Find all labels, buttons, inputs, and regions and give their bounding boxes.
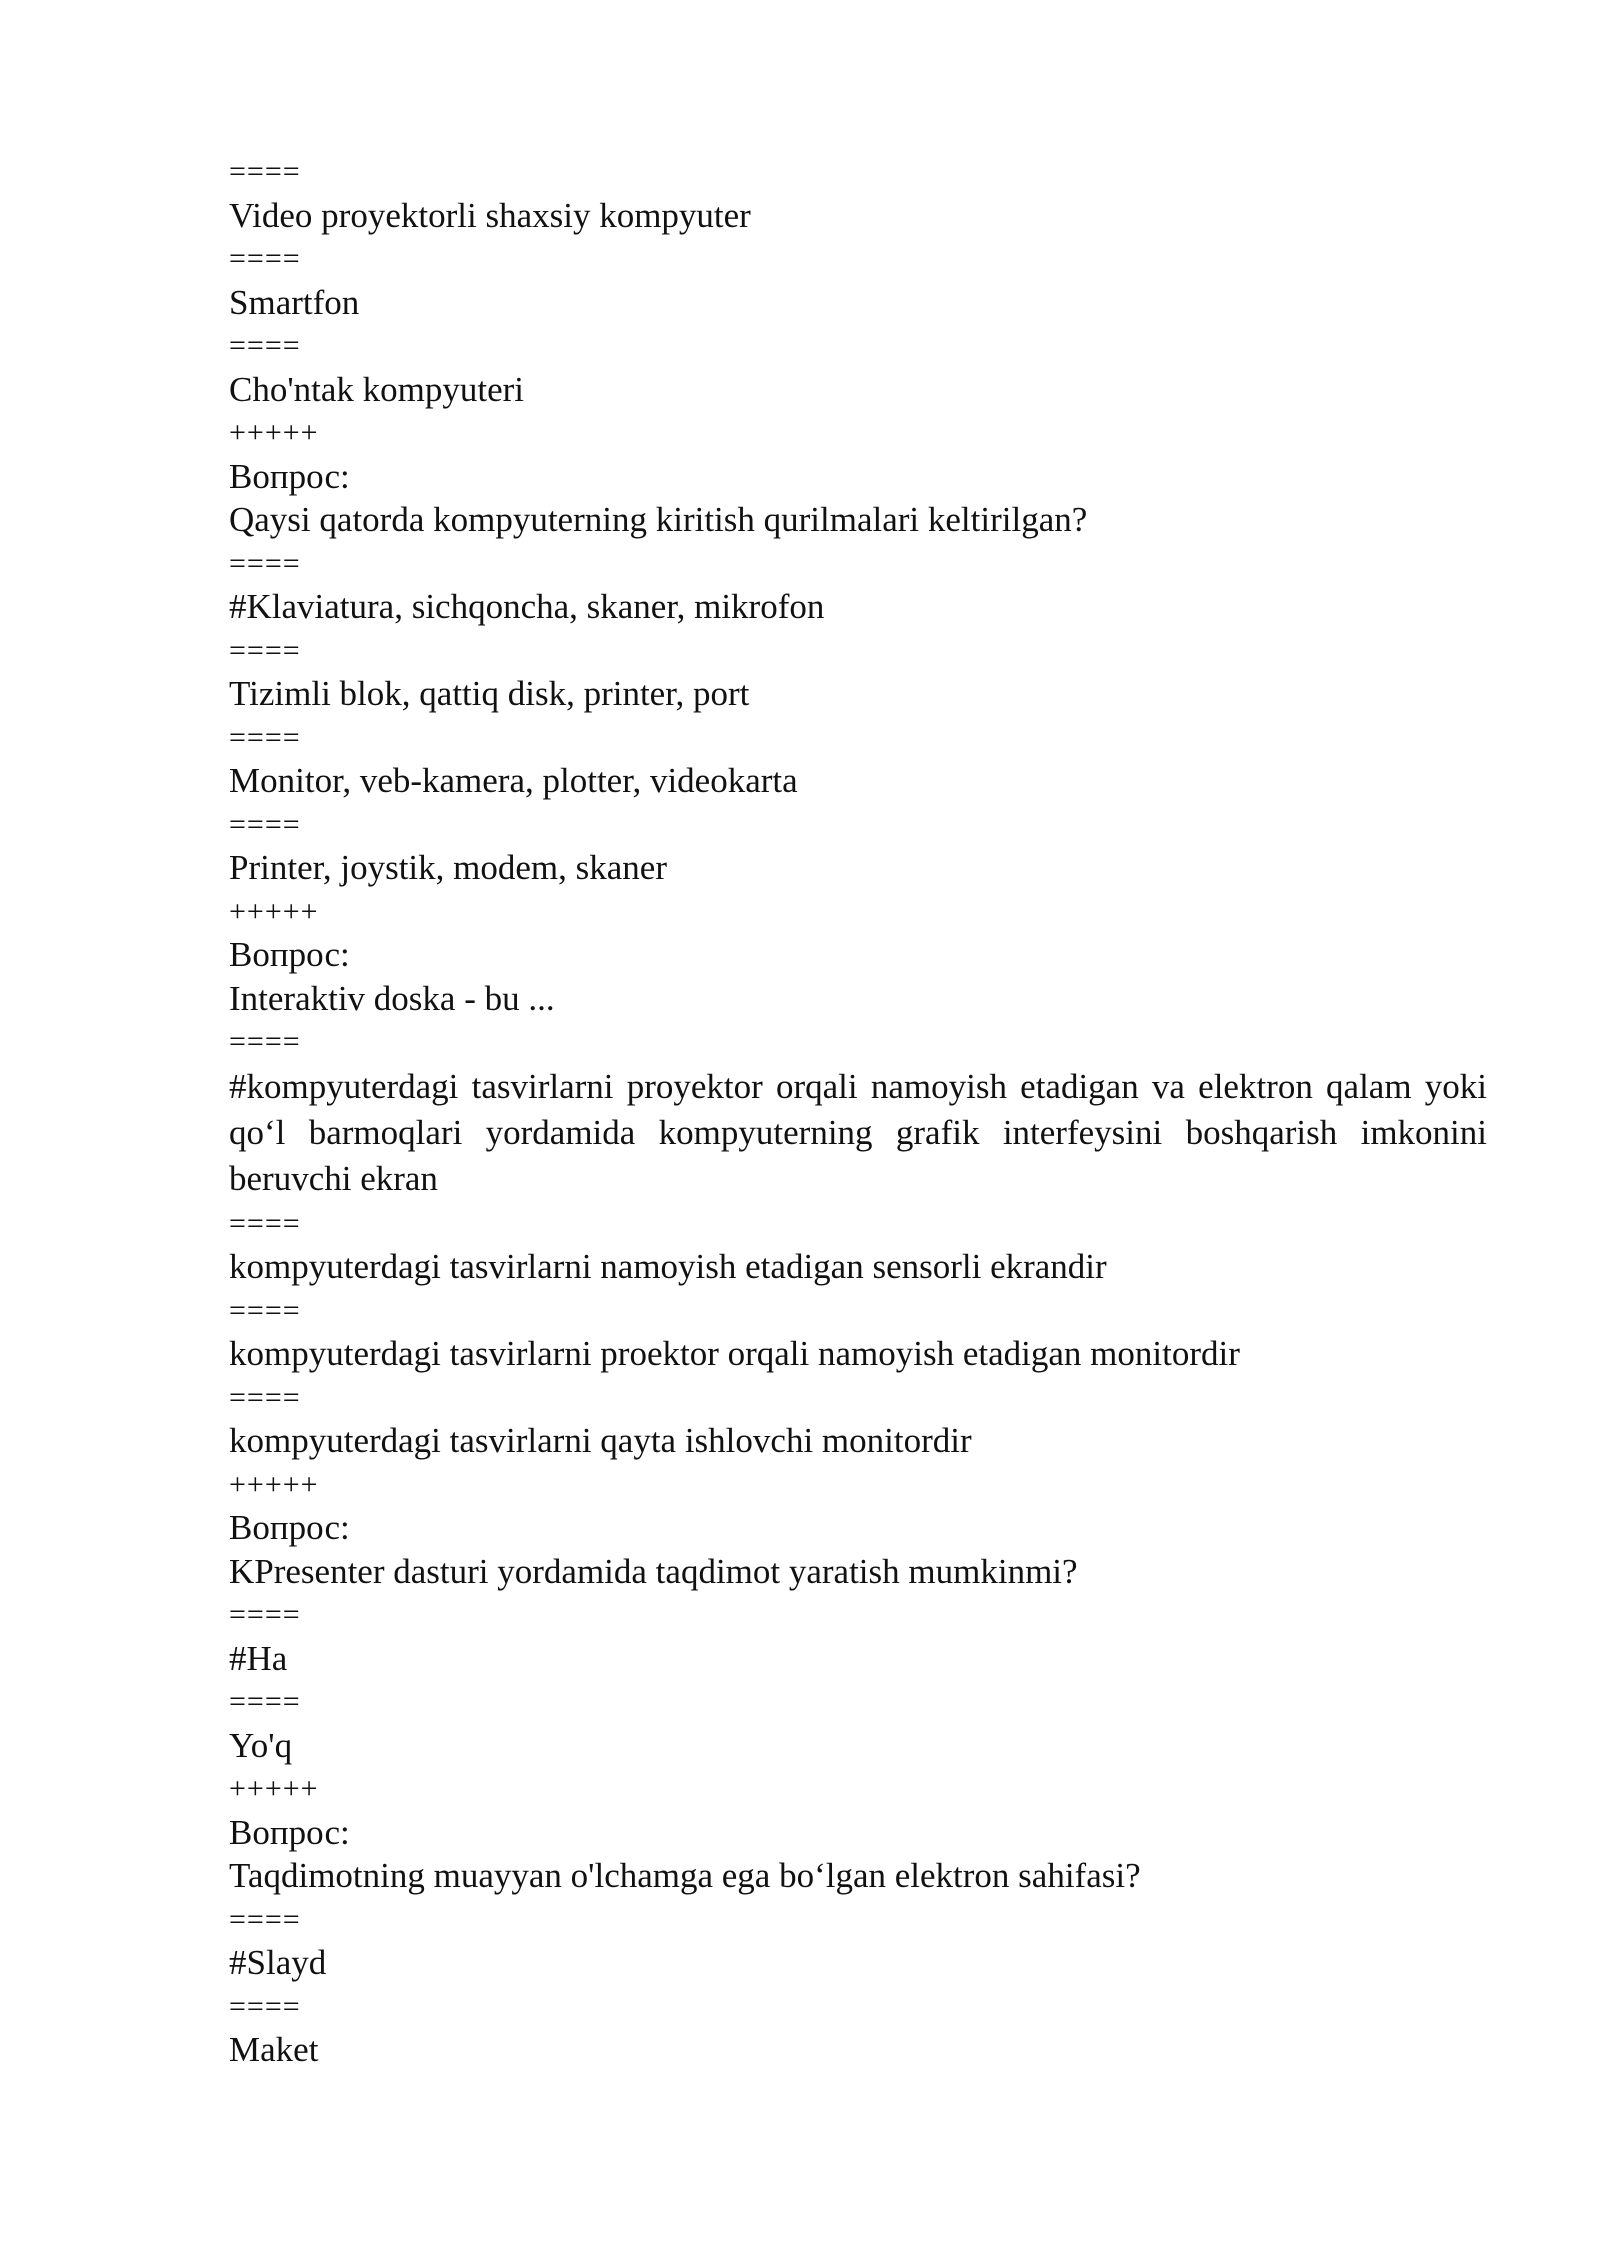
text-line: Maket xyxy=(229,2030,319,2069)
question-label: Вопрос: xyxy=(229,1508,350,1547)
question-label: Вопрос: xyxy=(229,935,350,974)
answer-separator: ==== xyxy=(229,1598,301,1631)
answer-separator: ==== xyxy=(229,242,301,275)
text-line: kompyuterdagi tasvirlarni namoyish etadigan sensorli ekrandir xyxy=(229,1247,1107,1286)
question-separator: +++++ xyxy=(229,1772,319,1805)
answer-separator: ==== xyxy=(229,633,301,667)
question-separator: +++++ xyxy=(229,416,319,449)
question-separator: +++++ xyxy=(229,1467,319,1501)
question-separator: +++++ xyxy=(229,894,319,928)
question-label: Вопрос: xyxy=(229,456,350,496)
correct-answer-line: #Klaviatura, sichqoncha, skaner, mikrofon xyxy=(229,587,825,626)
correct-answer-line: #Ha xyxy=(229,1638,288,1678)
text-line: Interaktiv doska - bu ... xyxy=(229,978,555,1018)
question-label: Вопрос: xyxy=(229,1812,350,1852)
answer-separator: ==== xyxy=(229,1380,301,1414)
text-line: kompyuterdagi tasvirlarni proektor orqali namoyish etadigan monitordir xyxy=(229,1334,1240,1373)
answer-separator: ==== xyxy=(229,546,301,580)
text-line: Monitor, veb-kamera, plotter, videokarta xyxy=(229,761,798,800)
document-page xyxy=(229,150,1487,2072)
answer-separator: ==== xyxy=(229,807,301,841)
answer-separator: ==== xyxy=(229,1685,301,1718)
text-line: Tizimli blok, qattiq disk, printer, port xyxy=(229,674,750,713)
correct-answer-line: #Slayd xyxy=(229,1943,327,1982)
text-line: kompyuterdagi tasvirlarni qayta ishlovchi monitordir xyxy=(229,1421,972,1460)
answer-separator: ==== xyxy=(229,1989,301,2023)
text-line: Cho'ntak kompyuteri xyxy=(229,369,525,409)
answer-separator: ==== xyxy=(229,329,301,362)
answer-separator: ==== xyxy=(229,1025,301,1058)
text-line: KPresenter dasturi yordamida taqdimot yaratish mumkinmi? xyxy=(229,1551,1078,1591)
text-line: Qaysi qatorda kompyuterning kiritish qurilmalari keltirilgan? xyxy=(229,500,1088,539)
answer-paragraph: #kompyuterdagi tasvirlarni proyektor orqali namoyish etadigan va elektron qalam yoki qo‘l barmoqlari yordamida kompyuterning grafik interfeysini boshqarish imkonini beruvchi ekran xyxy=(229,1066,1487,1198)
text-line: Smartfon xyxy=(229,282,360,322)
answer-separator: ==== xyxy=(229,155,301,188)
text-line: Printer, joystik, modem, skaner xyxy=(229,848,667,887)
text-line: Taqdimotning muayyan o'lchamga ega bo‘lgan elektron sahifasi? xyxy=(229,1856,1141,1895)
text-line: Video proyektorli shaxsiy kompyuter xyxy=(229,195,751,235)
text-line: Yo'q xyxy=(229,1725,293,1765)
answer-separator: ==== xyxy=(229,1293,301,1327)
answer-separator: ==== xyxy=(229,720,301,754)
answer-separator: ==== xyxy=(229,1902,301,1936)
answer-separator: ==== xyxy=(229,1206,301,1240)
